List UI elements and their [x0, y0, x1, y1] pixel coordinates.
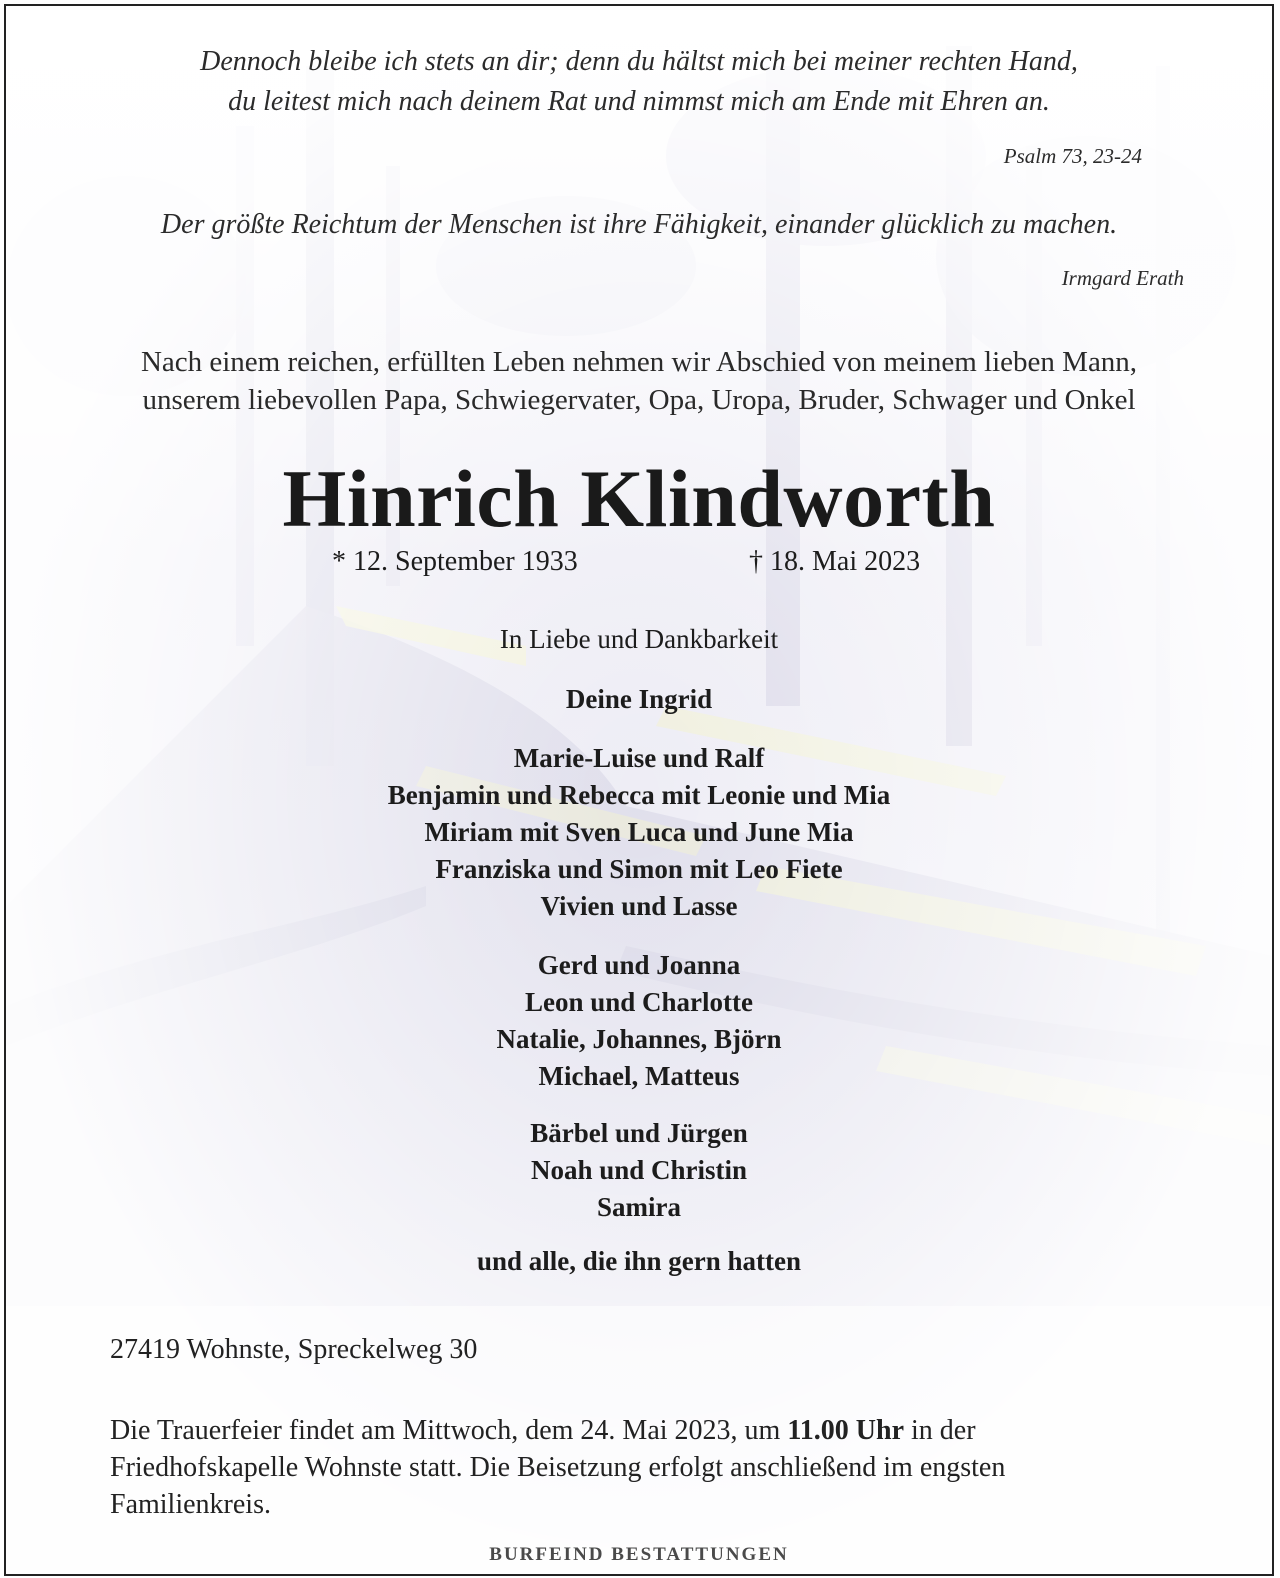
psalm-source: Psalm 73, 23-24 [1003, 144, 1142, 168]
family-line: Natalie, Johannes, Björn [496, 1024, 782, 1054]
intro-line-2: unserem liebevollen Papa, Schwiegervater, Opa, Uropa, Bruder, Schwager und Onkel [142, 384, 1136, 416]
funeral-time: 11.00 Uhr [787, 1415, 905, 1446]
funeral-line-2: Friedhofskapelle Wohnste statt. Die Beisetzung erfolgt anschließend im engsten [110, 1452, 1006, 1483]
psalm-line-1: Dennoch bleibe ich stets an dir; denn du hältst mich bei meiner rechten Hand, [200, 46, 1078, 77]
spouse-name: Deine Ingrid [565, 684, 713, 714]
family-line: Benjamin und Rebecca mit Leonie und Mia [387, 780, 891, 810]
funeral-notice [110, 1412, 1005, 1523]
family-line: Franziska und Simon mit Leo Fiete [435, 854, 843, 884]
mourners-intro: In Liebe und Dankbarkeit [499, 624, 779, 654]
funeral-line-1-post: in der [904, 1415, 976, 1446]
obituary-content [6, 6, 1272, 1574]
funeral-line-1-pre: Die Trauerfeier findet am Mittwoch, dem 24. Mai 2023, um [110, 1415, 788, 1446]
deceased-name: Hinrich Klindworth [282, 453, 996, 544]
address: 27419 Wohnste, Spreckelweg 30 [110, 1334, 478, 1365]
quote-author: Irmgard Erath [1061, 266, 1184, 290]
family-line: Bärbel und Jürgen [530, 1118, 748, 1148]
death-date: † 18. Mai 2023 [749, 546, 921, 577]
family-group-1 [6, 740, 1272, 925]
funeral-home-logo: BURFEIND BESTATTUNGEN [489, 1544, 789, 1565]
funeral-line-3: Familienkreis. [110, 1489, 271, 1520]
family-group-2 [6, 947, 1272, 1095]
intro-line-1: Nach einem reichen, erfüllten Leben nehmen wir Abschied von meinem lieben Mann, [140, 346, 1138, 378]
closing-line: und alle, die ihn gern hatten [476, 1246, 802, 1276]
family-line: Leon und Charlotte [524, 987, 754, 1017]
quote-text: Der größte Reichtum der Menschen ist ihre Fähigkeit, einander glücklich zu machen. [160, 209, 1118, 240]
family-line: Gerd und Joanna [537, 950, 741, 980]
family-line: Michael, Matteus [538, 1061, 740, 1091]
funeral-line-1 [110, 1412, 1005, 1449]
birth-date: * 12. September 1933 [332, 546, 578, 577]
obituary-card [4, 4, 1274, 1576]
family-line: Marie-Luise und Ralf [513, 743, 765, 773]
family-line: Noah und Christin [530, 1155, 748, 1185]
family-line: Vivien und Lasse [540, 891, 738, 921]
psalm-line-2: du leitest mich nach deinem Rat und nimmst mich am Ende mit Ehren an. [228, 86, 1050, 117]
family-line: Miriam mit Sven Luca und June Mia [424, 817, 854, 847]
family-group-3 [6, 1115, 1272, 1226]
family-line: Samira [597, 1192, 681, 1222]
